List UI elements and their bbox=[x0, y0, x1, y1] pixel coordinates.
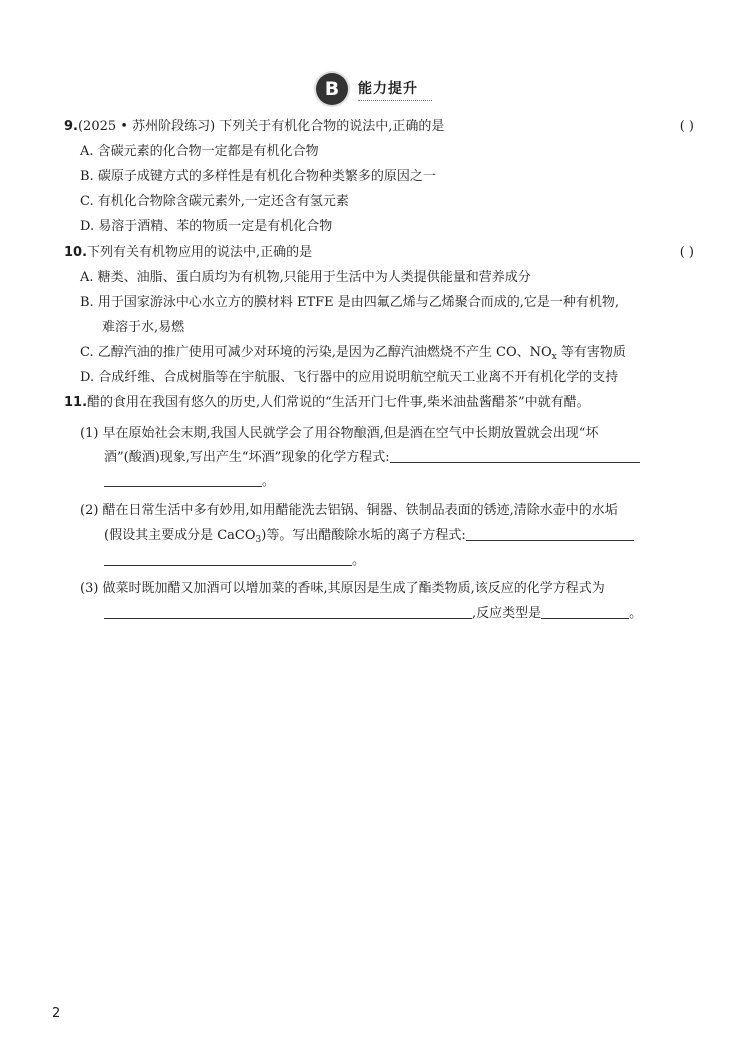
question-11-stem bbox=[64, 394, 694, 412]
q11-part-2-line-3 bbox=[104, 551, 694, 570]
answer-blank[interactable] bbox=[541, 604, 629, 619]
part-text: (假设其主要成分是 CaCO bbox=[104, 528, 256, 543]
question-text: (2025 • 苏州阶段练习) 下列关于有机化合物的说法中,正确的是 bbox=[77, 119, 445, 134]
q9-option-b: B. 碳原子成键方式的多样性是有机化合物种类繁多的原因之一 bbox=[80, 169, 436, 184]
question-10-stem bbox=[64, 244, 694, 262]
q11-part-3-line-1: (3) 做菜时既加醋又加酒可以增加菜的香味,其原因是生成了酯类物质,该反应的化学方程式为 bbox=[80, 581, 605, 596]
q10-option-a: A. 糖类、油脂、蛋白质均为有机物,只能用于生活中为人类提供能量和营养成分 bbox=[80, 270, 531, 285]
answer-blank[interactable] bbox=[104, 604, 472, 619]
question-9-stem bbox=[64, 118, 694, 136]
q11-part-2-line-2 bbox=[104, 526, 694, 549]
q11-part-1-line-3 bbox=[104, 472, 694, 491]
section-badge: B bbox=[316, 73, 348, 105]
answer-blank[interactable] bbox=[104, 551, 352, 566]
q11-part-1-line-1: (1) 早在原始社会末期,我国人民就学会了用谷物酿酒,但是酒在空气中长期放置就会出现“坏 bbox=[80, 426, 599, 441]
subscript: x bbox=[551, 352, 557, 362]
section-header bbox=[316, 72, 432, 106]
period: 。 bbox=[629, 606, 643, 621]
q11-part-2-line-1: (2) 醋在日常生活中多有妙用,如用醋能洗去铝锅、铜器、铁制品表面的锈迹,清除水壶中的水垢 bbox=[80, 503, 618, 518]
part-text: )等。写出醋酸除水垢的离子方程式: bbox=[261, 528, 466, 543]
q10-option-c bbox=[80, 344, 694, 366]
answer-blank[interactable] bbox=[104, 472, 262, 487]
q9-option-c: C. 有机化合物除含碳元素外,一定还含有氢元素 bbox=[80, 194, 349, 209]
section-title: 能力提升 bbox=[358, 78, 432, 101]
question-number: 9. bbox=[64, 119, 78, 134]
question-text: 下列有关有机物应用的说法中,正确的是 bbox=[87, 245, 313, 260]
question-text: 醋的食用在我国有悠久的历史,人们常说的“生活开门七件事,柴米油盐酱醋茶”中就有醋。 bbox=[87, 395, 590, 410]
period: 。 bbox=[262, 474, 276, 489]
page-number: 2 bbox=[52, 1006, 61, 1021]
part-text: ,反应类型是 bbox=[472, 606, 542, 621]
answer-bracket: ( ) bbox=[679, 119, 694, 134]
answer-blank[interactable] bbox=[390, 448, 640, 463]
part-text: 酒”(酸酒)现象,写出产生“坏酒”现象的化学方程式: bbox=[104, 450, 390, 465]
question-number: 11. bbox=[64, 395, 88, 410]
subscript: 3 bbox=[255, 535, 262, 545]
q10-option-d: D. 合成纤维、合成树脂等在宇航服、飞行器中的应用说明航空航天工业离不开有机化学的支持 bbox=[80, 370, 619, 385]
question-number: 10. bbox=[64, 245, 88, 260]
q11-part-3-line-2 bbox=[104, 604, 694, 623]
option-text: 等有害物质 bbox=[556, 345, 626, 360]
q10-option-b-continued: 难溶于水,易燃 bbox=[102, 320, 185, 335]
q9-option-a: A. 含碳元素的化合物一定都是有机化合物 bbox=[80, 144, 319, 159]
answer-bracket: ( ) bbox=[679, 245, 694, 260]
q10-option-b: B. 用于国家游泳中心水立方的膜材料 ETFE 是由四氟乙烯与乙烯聚合而成的,它是一种有机物, bbox=[80, 295, 620, 310]
option-text: C. 乙醇汽油的推广使用可减少对环境的污染,是因为乙醇汽油燃烧不产生 CO、NO bbox=[80, 345, 552, 360]
q9-option-d: D. 易溶于酒精、苯的物质一定是有机化合物 bbox=[80, 219, 333, 234]
period: 。 bbox=[352, 553, 366, 568]
answer-blank[interactable] bbox=[466, 526, 634, 541]
q11-part-1-line-2 bbox=[104, 448, 694, 467]
